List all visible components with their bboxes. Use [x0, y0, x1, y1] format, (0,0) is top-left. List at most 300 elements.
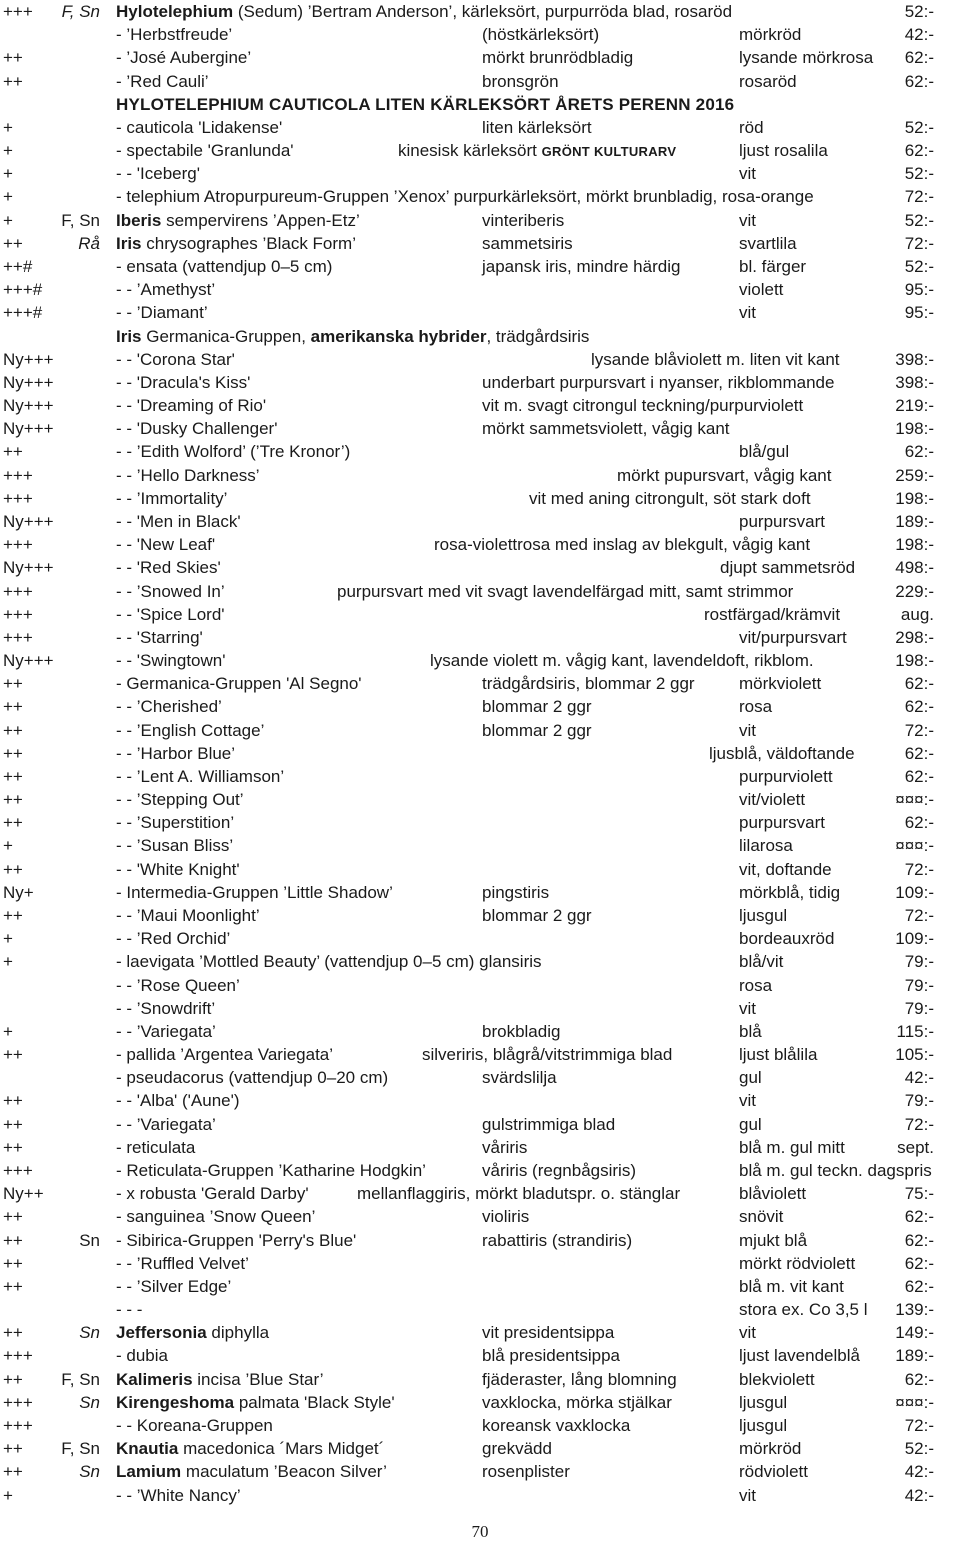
- catalog-row: [0, 580, 960, 603]
- hardiness-code: +: [3, 187, 13, 207]
- name-text: - - ’English Cottage’: [116, 720, 265, 740]
- genus-name: Iris: [116, 326, 142, 346]
- common-name: pingstiris: [482, 882, 550, 902]
- catalog-row: [0, 139, 960, 162]
- plant-name: [116, 348, 235, 371]
- hardiness-code: +++: [3, 1392, 33, 1412]
- flower-color: mörkröd: [739, 1439, 802, 1459]
- name-text: - - 'Dracula's Kiss': [116, 372, 251, 392]
- flower-color: gul: [739, 1114, 762, 1134]
- description: [357, 1182, 680, 1205]
- price: 115:-: [896, 1021, 934, 1041]
- plant-name: [116, 1275, 231, 1298]
- common-name: violiris: [482, 1207, 530, 1227]
- flower-color: vit: [739, 1091, 756, 1111]
- hardiness-code: ++: [3, 71, 23, 91]
- name-text: - - ’Superstition’: [116, 813, 235, 833]
- price: ¤¤¤:-: [895, 790, 934, 810]
- flower-color: vit: [739, 998, 756, 1018]
- common-name: (höstkärleksört): [482, 25, 600, 45]
- flower-color: blå m. gul mitt: [739, 1137, 845, 1157]
- name-text: - Sibirica-Gruppen 'Perry's Blue': [116, 1230, 357, 1250]
- description: [430, 649, 814, 672]
- price: 62:-: [904, 1369, 934, 1389]
- plant-name: [116, 997, 215, 1020]
- price: 52:-: [904, 256, 934, 276]
- hardiness-code: ++: [3, 906, 23, 926]
- catalog-row: [0, 116, 960, 139]
- catalog-row: [0, 46, 960, 69]
- plant-name: [116, 255, 332, 278]
- catalog-row: [0, 162, 960, 185]
- plant-name: [116, 1205, 315, 1228]
- description-text: vit med aning citrongult, söt stark doft: [529, 488, 811, 508]
- price: ¤¤¤:-: [895, 1392, 934, 1412]
- hardiness-code: ++: [3, 1462, 23, 1482]
- hardiness-code: ++: [3, 697, 23, 717]
- price: 398:-: [895, 372, 934, 392]
- description: [591, 348, 840, 371]
- common-name: grekvädd: [482, 1439, 552, 1459]
- catalog-row: [0, 1460, 960, 1483]
- plant-name: [116, 232, 356, 255]
- flower-color: stora ex. Co 3,5 l: [739, 1300, 868, 1320]
- hardiness-code: +++: [3, 1346, 33, 1366]
- name-text: - - ’Diamant’: [116, 303, 208, 323]
- hardiness-code: +++: [3, 604, 33, 624]
- flower-color: rosaröd: [739, 71, 797, 91]
- plant-name: [116, 371, 250, 394]
- name-text: - x robusta 'Gerald Darby': [116, 1184, 309, 1204]
- hardiness-code: Ny+++: [3, 419, 54, 439]
- plant-name: [116, 765, 284, 788]
- name-text: - - 'Corona Star': [116, 349, 235, 369]
- catalog-row: [0, 950, 960, 973]
- flower-color: purpurviolett: [739, 766, 833, 786]
- name-text: (Sedum) ’Bertram Anderson’, kärleksört, purpurröda blad, rosaröd: [233, 2, 733, 21]
- plant-name: [116, 580, 225, 603]
- plant-name: [116, 811, 234, 834]
- name-text: - Reticulata-Gruppen ’Katharine Hodgkin’: [116, 1161, 426, 1180]
- price: 42:-: [904, 25, 934, 45]
- hardiness-code: ++: [3, 442, 23, 462]
- hardiness-code: +: [3, 1021, 13, 1041]
- price: 62:-: [904, 48, 934, 68]
- name-text: maculatum ’Beacon Silver’: [181, 1462, 387, 1482]
- flower-color: mjukt blå: [739, 1230, 808, 1250]
- catalog-row: [0, 394, 960, 417]
- plant-name: [116, 1229, 356, 1252]
- catalog-row: [0, 1298, 960, 1321]
- name-text: - - 'Swingtown': [116, 651, 226, 671]
- plant-name: [116, 116, 282, 139]
- name-text: - - ’Maui Moonlight’: [116, 906, 260, 926]
- catalog-row: [0, 464, 960, 487]
- hardiness-code: Ny+++: [3, 396, 54, 416]
- hardiness-code: ++: [3, 233, 23, 253]
- flower-color: rödviolett: [739, 1462, 808, 1482]
- name-text: - ’José Aubergine’: [116, 48, 252, 68]
- section-title: [116, 93, 734, 116]
- flower-color: purpursvart: [739, 511, 825, 531]
- catalog-row: [0, 788, 960, 811]
- name-text: - - ’Snowdrift’: [116, 998, 216, 1018]
- plant-name: [116, 881, 393, 904]
- price: 198:-: [895, 535, 934, 555]
- common-name: blommar 2 ggr: [482, 697, 592, 717]
- plant-name: [116, 46, 251, 69]
- plant-name: [116, 394, 266, 417]
- price: 198:-: [895, 488, 934, 508]
- catalog-row: [0, 348, 960, 371]
- description-text: silveriris, blågrå/vitstrimmiga blad: [422, 1045, 673, 1065]
- price: 79:-: [904, 998, 934, 1018]
- catalog-row: [0, 881, 960, 904]
- location-code: Sn: [79, 1323, 100, 1343]
- name-text: - cauticola 'Lidakense': [116, 117, 283, 137]
- flower-color: mörkröd: [739, 25, 802, 45]
- name-text: - - 'Men in Black': [116, 511, 241, 531]
- catalog-row: [0, 1113, 960, 1136]
- price: 52:-: [904, 117, 934, 137]
- name-text: - - 'Dreaming of Rio': [116, 396, 267, 416]
- flower-color: violett: [739, 280, 784, 300]
- common-name: sammetsiris: [482, 233, 573, 253]
- catalog-row: [0, 1089, 960, 1112]
- plant-name: [116, 858, 240, 881]
- location-code: F, Sn: [61, 1439, 100, 1459]
- catalog-row: [0, 0, 960, 23]
- price: 52:-: [904, 2, 934, 21]
- price: 189:-: [895, 511, 934, 531]
- plant-name: [116, 1136, 195, 1159]
- catalog-row: [0, 1066, 960, 1089]
- catalog-row: [0, 301, 960, 324]
- common-name: koreansk vaxklocka: [482, 1415, 631, 1435]
- name-text: - - ’White Nancy’: [116, 1485, 241, 1505]
- price: 189:-: [895, 1346, 934, 1366]
- catalog-row: [0, 1182, 960, 1205]
- common-name: liten kärleksört: [482, 117, 592, 137]
- catalog-row: [0, 811, 960, 834]
- price: 62:-: [904, 1253, 934, 1273]
- name-text: - sanguinea ’Snow Queen’: [116, 1207, 316, 1227]
- flower-color: blå: [739, 1021, 762, 1041]
- plant-name: [116, 719, 264, 742]
- location-code: Sn: [79, 1230, 100, 1250]
- name-text: - spectabile 'Granlunda': [116, 141, 294, 161]
- hardiness-code: ++: [3, 1276, 23, 1296]
- description-text: mellanflaggiris, mörkt bladutspr. o. stänglar: [357, 1184, 681, 1204]
- plant-name: [116, 950, 542, 973]
- price: 62:-: [904, 1207, 934, 1227]
- hardiness-code: +++: [3, 535, 33, 555]
- hardiness-code: ++: [3, 674, 23, 694]
- catalog-row: [0, 1229, 960, 1252]
- hardiness-code: Ny+++: [3, 651, 54, 671]
- price: 79:-: [904, 975, 934, 995]
- price: 219:-: [895, 396, 934, 416]
- flower-color: vit: [739, 303, 756, 323]
- catalog-row: [0, 1484, 960, 1507]
- common-name: underbart purpursvart i nyanser, rikblommande: [482, 372, 835, 392]
- plant-name: [116, 603, 225, 626]
- name-text: HYLOTELEPHIUM CAUTICOLA LITEN KÄRLEKSÖRT ÅRETS PERENN 2016: [116, 94, 735, 114]
- flower-color: ljust lavendelblå: [739, 1346, 860, 1366]
- flower-color: blå m. gul teckn. dagspris: [739, 1161, 932, 1180]
- hardiness-code: +++#: [3, 280, 43, 300]
- flower-color: lilarosa: [739, 836, 793, 856]
- hardiness-code: +: [3, 952, 13, 972]
- name-text: - - ’Silver Edge’: [116, 1276, 232, 1296]
- flower-color: ljusgul: [739, 906, 788, 926]
- location-code: F, Sn: [61, 1369, 100, 1389]
- price: 139:-: [895, 1300, 934, 1320]
- name-text: - ’Herbstfreude’: [116, 25, 233, 45]
- hardiness-code: +: [3, 929, 13, 949]
- plant-name: [116, 1321, 269, 1344]
- catalog-row: [0, 510, 960, 533]
- genus-name: Iris: [116, 233, 142, 253]
- plant-name: [116, 440, 350, 463]
- common-name: blå presidentsippa: [482, 1346, 620, 1366]
- catalog-row: [0, 1344, 960, 1367]
- plant-name: [116, 1089, 240, 1112]
- flower-color: blekviolett: [739, 1369, 815, 1389]
- price: 62:-: [904, 71, 934, 91]
- catalog-row: [0, 325, 960, 348]
- description-text: rostfärgad/krämvit: [704, 604, 841, 624]
- flower-color: vit: [739, 720, 756, 740]
- name-text: - - ’Snowed In’: [116, 581, 225, 601]
- plant-name: [116, 487, 227, 510]
- flower-color: bordeauxröd: [739, 929, 835, 949]
- name-text: - dubia: [116, 1346, 168, 1366]
- flower-color: mörkt rödviolett: [739, 1253, 856, 1273]
- hardiness-code: +: [3, 836, 13, 856]
- common-name: gulstrimmiga blad: [482, 1114, 616, 1134]
- flower-color: blå/vit: [739, 952, 784, 972]
- hardiness-code: +: [3, 210, 13, 230]
- plant-name: [116, 1182, 309, 1205]
- name-text: - ensata (vattendjup 0–5 cm): [116, 256, 333, 276]
- price: ¤¤¤:-: [895, 836, 934, 856]
- price: 298:-: [895, 627, 934, 647]
- catalog-row: [0, 440, 960, 463]
- genus-name: Kirengeshoma: [116, 1392, 235, 1412]
- name-text: - pseudacorus (vattendjup 0–20 cm): [116, 1068, 389, 1088]
- flower-color: vit: [739, 1485, 756, 1505]
- price: 95:-: [904, 280, 934, 300]
- flower-color: lysande mörkrosa: [739, 48, 874, 68]
- name-text: Germanica-Gruppen,: [141, 326, 311, 346]
- name-text: - - 'Red Skies': [116, 558, 221, 578]
- plant-name: [116, 1113, 216, 1136]
- hardiness-code: ++: [3, 1253, 23, 1273]
- price: 79:-: [904, 1091, 934, 1111]
- common-name: svärdslilja: [482, 1068, 557, 1088]
- name-text: - - -: [116, 1300, 143, 1320]
- price: 62:-: [904, 1276, 934, 1296]
- price: 109:-: [895, 882, 934, 902]
- genus-name: amerikanska hybrider: [310, 326, 487, 346]
- plant-name: [116, 1020, 216, 1043]
- catalog-row: [0, 209, 960, 232]
- name-text: chrysographes ’Black Form’: [141, 233, 356, 253]
- catalog-row: [0, 858, 960, 881]
- name-text: - - ’Variegata’: [116, 1021, 216, 1041]
- plant-name: [116, 1414, 273, 1437]
- plant-name: [116, 1252, 249, 1275]
- plant-name: [116, 626, 203, 649]
- name-text: - telephium Atropurpureum-Gruppen ’Xenox’ purpurkärleksört, mörkt brunbladig, rosa-orange: [116, 187, 814, 207]
- catalog-row: [0, 1437, 960, 1460]
- name-text: - - 'Spice Lord': [116, 604, 225, 624]
- hardiness-code: ++: [3, 1323, 23, 1343]
- flower-color: vit/purpursvart: [739, 627, 847, 647]
- description: [720, 556, 855, 579]
- hardiness-code: +++: [3, 488, 33, 508]
- description-text: lysande blåviolett m. liten vit kant: [591, 349, 840, 369]
- catalog-row: [0, 23, 960, 46]
- genus-name: Knautia: [116, 1439, 179, 1459]
- name-text: - - 'Dusky Challenger': [116, 419, 278, 439]
- plant-name: [116, 672, 362, 695]
- description: [337, 580, 793, 603]
- hardiness-code: ++: [3, 1114, 23, 1134]
- catalog-row: [0, 742, 960, 765]
- hardiness-code: ++: [3, 813, 23, 833]
- price: 42:-: [904, 1462, 934, 1482]
- catalog-row: [0, 1205, 960, 1228]
- price: 62:-: [904, 813, 934, 833]
- genus-name: Iberis: [116, 210, 162, 230]
- price: 109:-: [895, 929, 934, 949]
- catalog-row: [0, 1159, 960, 1182]
- catalog-row: [0, 904, 960, 927]
- flower-color: vit: [739, 164, 756, 184]
- price: sept.: [897, 1137, 934, 1157]
- price: 72:-: [904, 233, 934, 253]
- hardiness-code: Ny++: [3, 1184, 44, 1204]
- name-text: - - 'Starring': [116, 627, 203, 647]
- plant-name: [116, 185, 814, 208]
- name-text: - Germanica-Gruppen 'Al Segno': [116, 674, 362, 694]
- plant-name: [116, 209, 360, 232]
- common-name: vaxklocka, mörka stjälkar: [482, 1392, 672, 1412]
- name-text: - - ’Harbor Blue’: [116, 743, 236, 763]
- plant-name: [116, 139, 294, 162]
- name-text: - - ’Stepping Out’: [116, 790, 244, 810]
- catalog-row: [0, 185, 960, 208]
- price: aug.: [900, 604, 934, 624]
- price: 72:-: [904, 906, 934, 926]
- catalog-row: [0, 765, 960, 788]
- description: [709, 742, 855, 765]
- description-text: kinesisk kärleksört: [398, 141, 542, 161]
- hardiness-code: ++: [3, 720, 23, 740]
- location-code: F, Sn: [61, 210, 100, 230]
- location-code: F, Sn: [61, 2, 100, 21]
- hardiness-code: ++: [3, 48, 23, 68]
- name-text: - - Koreana-Gruppen: [116, 1415, 273, 1435]
- price: 149:-: [895, 1323, 934, 1343]
- name-text: incisa ’Blue Star’: [192, 1369, 324, 1389]
- hardiness-code: ++: [3, 1091, 23, 1111]
- name-text: sempervirens ’Appen-Etz’: [161, 210, 360, 230]
- common-name: vit presidentsippa: [482, 1323, 615, 1343]
- hardiness-code: +++: [3, 2, 33, 21]
- catalog-row: [0, 1391, 960, 1414]
- hardiness-code: +++: [3, 627, 33, 647]
- hardiness-code: ++: [3, 743, 23, 763]
- location-code: Sn: [79, 1392, 100, 1412]
- common-name: brokbladig: [482, 1021, 561, 1041]
- common-name: bronsgrön: [482, 71, 559, 91]
- location-code: Sn: [79, 1462, 100, 1482]
- flower-color: blå/gul: [739, 442, 790, 462]
- name-text: - Intermedia-Gruppen ’Little Shadow’: [116, 882, 393, 902]
- catalog-row: [0, 487, 960, 510]
- description-text: ljusblå, väldoftande: [709, 743, 855, 763]
- name-text: - ’Red Cauli’: [116, 71, 209, 91]
- hardiness-code: Ny+++: [3, 349, 54, 369]
- page-number: 70: [471, 1522, 489, 1541]
- genus-name: Hylotelephium: [116, 2, 234, 21]
- flower-color: blå m. vit kant: [739, 1276, 844, 1296]
- hardiness-code: +++: [3, 465, 33, 485]
- hardiness-code: ++: [3, 1439, 23, 1459]
- common-name: blommar 2 ggr: [482, 906, 592, 926]
- description-text: mörkt pupursvart, vågig kant: [617, 465, 832, 485]
- price: 62:-: [904, 743, 934, 763]
- catalog-row: [0, 672, 960, 695]
- hardiness-code: ++: [3, 790, 23, 810]
- name-text: - - ’Hello Darkness’: [116, 465, 260, 485]
- plant-name: [116, 834, 233, 857]
- name-text: - laevigata ’Mottled Beauty’ (vattendjup 0–5 cm) glansiris: [116, 952, 542, 972]
- heritage-label: GRÖNT KULTURARV: [541, 144, 677, 160]
- plant-name: [116, 23, 232, 46]
- catalog-row: [0, 1414, 960, 1437]
- price: 62:-: [904, 697, 934, 717]
- price: 95:-: [904, 303, 934, 323]
- catalog-row: [0, 255, 960, 278]
- plant-name: [116, 974, 240, 997]
- price: 62:-: [904, 141, 934, 161]
- flower-color: mörkblå, tidig: [739, 882, 841, 902]
- price: 72:-: [904, 1415, 934, 1435]
- name-text: - - ’Red Orchid’: [116, 929, 231, 949]
- name-text: - pallida ’Argentea Variegata’: [116, 1045, 334, 1065]
- flower-color: mörkviolett: [739, 674, 822, 694]
- plant-name: [116, 695, 222, 718]
- name-text: - - ’Edith Wolford’ (’Tre Kronor’): [116, 442, 351, 462]
- hardiness-code: Ny+: [3, 882, 34, 902]
- flower-color: snövit: [739, 1207, 784, 1227]
- catalog-row: [0, 371, 960, 394]
- price: 398:-: [895, 349, 934, 369]
- description: [617, 464, 831, 487]
- plant-name: [116, 510, 241, 533]
- flower-color: röd: [739, 117, 764, 137]
- plant-name: [116, 1484, 241, 1507]
- plant-name: [116, 788, 244, 811]
- catalog-row: [0, 997, 960, 1020]
- plant-name: [116, 742, 235, 765]
- name-text: - - 'New Leaf': [116, 535, 216, 555]
- name-text: - - 'Alba' ('Aune'): [116, 1091, 240, 1111]
